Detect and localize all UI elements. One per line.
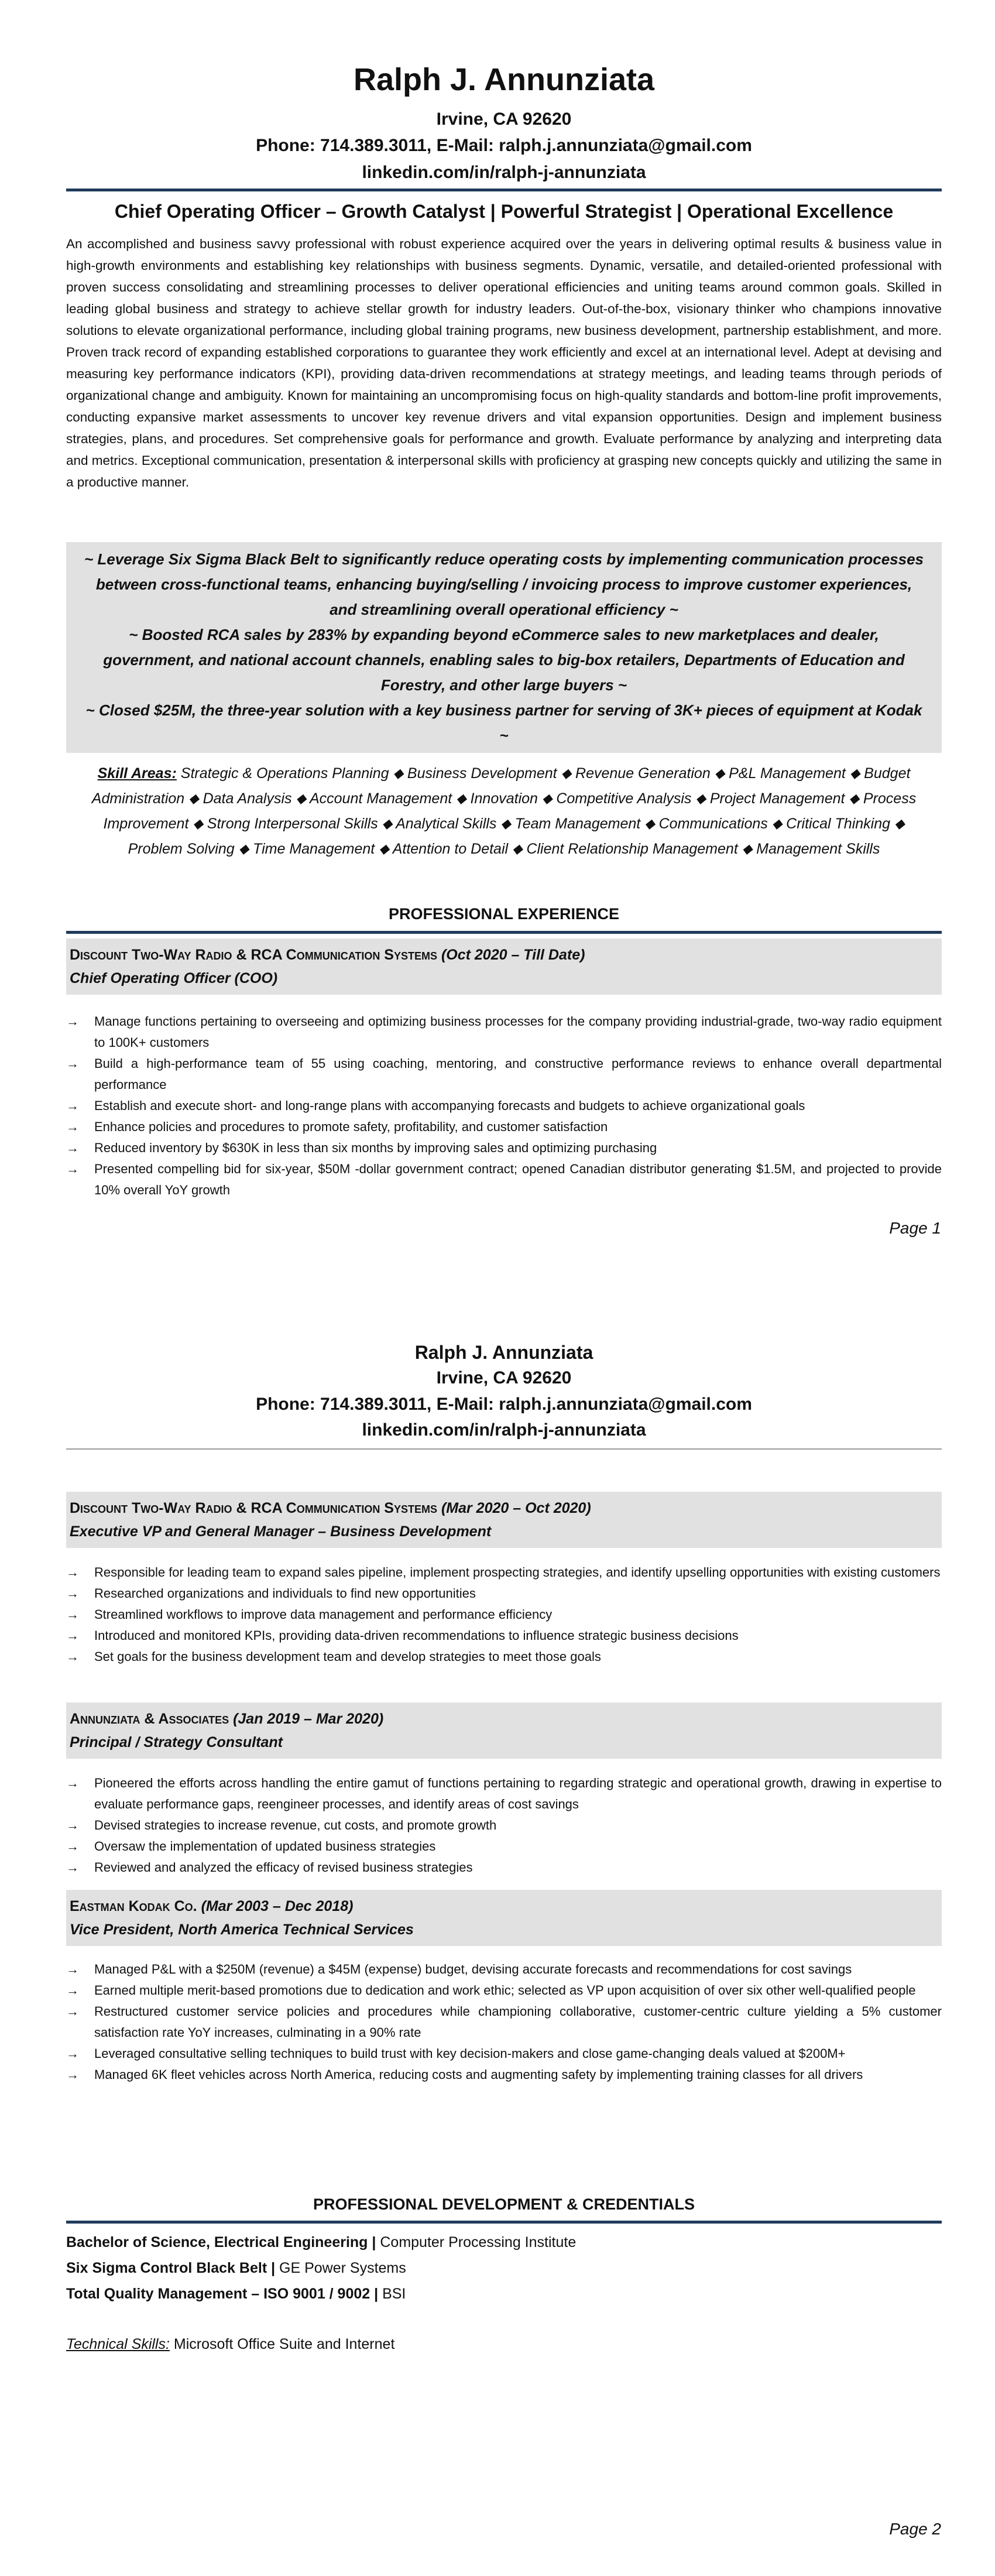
candidate-name: Ralph J. Annunziata	[353, 62, 655, 97]
bullet-item: → Establish and execute short- and long-range plans with accompanying forecasts and budgets to achieve organizational goals	[66, 1095, 942, 1116]
company-name: Eastman Kodak Co.	[70, 1898, 197, 1914]
company-name: Discount Two-Way Radio & RCA Communication Systems	[70, 947, 437, 963]
bullet-item: → Responsible for leading team to expand sales pipeline, implement prospecting strategies, and identify upselling opportunities with existing customers	[66, 1562, 942, 1583]
achievement-item: ~ Boosted RCA sales by 283% by expanding beyond eCommerce sales to new marketplaces and dealer, government, and national account channels, enabling sales to big-box retailers, Departments of Education and Forestry, and other large buyers ~	[103, 626, 905, 694]
arrow-icon: →	[66, 1860, 79, 1875]
arrow-icon: →	[66, 1649, 79, 1664]
header-rule	[66, 189, 942, 191]
summary-paragraph: An accomplished and business savvy professional with robust experience acquired over the years in delivering optimal results & business value in high-growth environments and establishing key relationships with business segments. Dynamic, versatile, and detailed-oriented professional with proven success consolidating and streamlining processes to deliver operational efficiencies and uniting teams around common goals. Skilled in leading global business and strategy to achieve stellar growth for industry leaders. Out-of-the-box, visionary thinker who champions innovative solutions to elevate organizational performance, including global training programs, new business development, partnership establishment, and more. Proven track record of expanding established corporations to guarantee they work efficiently and excel at an international level. Adept at devising and measuring key performance indicators (KPI), providing data-driven recommendations at strategy meetings, and leading teams through periods of organizational change and ambiguity. Known for maintaining an uncompromising focus on high-quality standards and bottom-line profit improvements, conducting expansive market assessments to uncover key revenue drivers and vital expansion opportunities. Design and implement business strategies, plans, and procedures. Set comprehensive goals for performance and growth. Evaluate performance by analyzing and interpreting data and metrics. Exceptional communication, presentation & interpersonal skills with proficiency at grasping new concepts quickly and utilizing the same in a productive manner.	[66, 237, 942, 489]
bullet-item: → Managed 6K fleet vehicles across North America, reducing costs and augmenting safety by implementing training classes for all drivers	[66, 2064, 942, 2085]
job-entry	[66, 1492, 942, 1667]
arrow-icon: →	[66, 1839, 79, 1854]
location-page2: Irvine, CA 92620	[436, 1368, 572, 1388]
arrow-icon: →	[66, 2067, 79, 2082]
header-rule-page2	[66, 1448, 942, 1450]
bullet-item: → Presented compelling bid for six-year, $50M -dollar government contract; opened Canadian distributor generating $1.5M, and projected to provide 10% overall YoY growth	[66, 1159, 942, 1201]
bullet-item: → Managed P&L with a $250M (revenue) a $45M (expense) budget, devising accurate forecasts and recommendations for cost savings	[66, 1959, 942, 1980]
arrow-icon: →	[66, 2004, 79, 2019]
arrow-icon: →	[66, 1162, 79, 1176]
skill-areas-label: Skill Areas:	[97, 765, 177, 782]
section-title-experience: PROFESSIONAL EXPERIENCE	[388, 905, 620, 923]
bullet-item: → Set goals for the business development team and develop strategies to meet those goals	[66, 1646, 942, 1667]
arrow-icon: →	[66, 1056, 79, 1071]
arrow-icon: →	[66, 2046, 79, 2061]
section-title-credentials: PROFESSIONAL DEVELOPMENT & CREDENTIALS	[313, 2195, 695, 2213]
technical-skills-label: Technical Skills:	[66, 2336, 170, 2352]
bullet-item: → Streamlined workflows to improve data management and performance efficiency	[66, 1604, 942, 1625]
bullet-item: → Reduced inventory by $630K in less than six months by improving sales and optimizing purchasing	[66, 1138, 942, 1159]
company-name: Discount Two-Way Radio & RCA Communication Systems	[70, 1500, 437, 1516]
bullet-item: → Build a high-performance team of 55 using coaching, mentoring, and constructive performance reviews to enhance overall departmental performance	[66, 1053, 942, 1095]
arrow-icon: →	[66, 1962, 79, 1976]
skill-areas-list: Strategic & Operations Planning ⬥ Business Development ⬥ Revenue Generation ⬥ P&L Management ⬥ Budget Administration ⬥ Data Analysis ⬥ Account Management ⬥ Innovation ⬥ Competitive Analysis ⬥ Project Management ⬥ Process Improvement ⬥ Strong Interpersonal Skills ⬥ Analytical Skills ⬥ Team Management ⬥ Communications ⬥ Critical Thinking ⬥ Problem Solving ⬥ Time Management ⬥ Attention to Detail ⬥ Client Relationship Management ⬥ Management Skills	[91, 765, 917, 857]
bullet-item: → Pioneered the efforts across handling the entire gamut of functions pertaining to regarding strategic and operational growth, drawing in expertise to evaluate performance gaps, reengineer processes, and identify areas of cost savings	[66, 1773, 942, 1815]
bullet-item: → Researched organizations and individuals to find new opportunities	[66, 1583, 942, 1604]
candidate-name-page2: Ralph J. Annunziata	[414, 1342, 593, 1363]
achievements-box	[66, 542, 942, 753]
skill-areas	[66, 761, 942, 862]
bullet-item: → Introduced and monitored KPIs, providing data-driven recommendations to influence strategic business decisions	[66, 1625, 942, 1646]
bullet-item: → Reviewed and analyzed the efficacy of revised business strategies	[66, 1857, 942, 1878]
job-header	[66, 938, 942, 995]
bullet-item: → Leveraged consultative selling techniques to build trust with key decision-makers and close game-changing deals valued at $200M+	[66, 2043, 942, 2064]
job-header	[66, 1492, 942, 1548]
credentials-list	[66, 2229, 942, 2307]
job-entry	[66, 938, 942, 1201]
bullet-item: → Earned multiple merit-based promotions due to dedication and work ethic; selected as VP upon acquisition of over six other well-qualified people	[66, 1980, 942, 2001]
page-number: Page 1	[889, 1219, 941, 1237]
location: Irvine, CA 92620	[436, 109, 572, 129]
arrow-icon: →	[66, 1140, 79, 1155]
technical-skills	[66, 2331, 942, 2357]
company-name: Annunziata & Associates	[70, 1711, 229, 1727]
arrow-icon: →	[66, 1628, 79, 1643]
bullet-item: → Devised strategies to increase revenue, cut costs, and promote growth	[66, 1815, 942, 1836]
page-number: Page 2	[889, 2520, 941, 2538]
job-role: Principal / Strategy Consultant	[70, 1734, 283, 1751]
job-header	[66, 1890, 942, 1946]
bullet-item: → Restructured customer service policies and procedures while championing collaborative, customer-centric culture yielding a 5% customer satisfaction rate YoY increases, culminating in a 90% rate	[66, 2001, 942, 2043]
bullet-item: → Enhance policies and procedures to promote safety, profitability, and customer satisfaction	[66, 1116, 942, 1138]
bullet-item: → Oversaw the implementation of updated business strategies	[66, 1836, 942, 1857]
contact-line-page2: Phone: 714.389.3011, E-Mail: ralph.j.annunziata@gmail.com	[256, 1395, 752, 1414]
job-bullets	[66, 1959, 942, 2085]
arrow-icon: →	[66, 1983, 79, 1998]
job-dates: (Oct 2020 – Till Date)	[441, 947, 585, 963]
contact-line: Phone: 714.389.3011, E-Mail: ralph.j.annunziata@gmail.com	[256, 136, 752, 155]
job-role: Chief Operating Officer (COO)	[70, 970, 278, 986]
arrow-icon: →	[66, 1607, 79, 1622]
arrow-icon: →	[66, 1776, 79, 1790]
job-header	[66, 1703, 942, 1759]
arrow-icon: →	[66, 1119, 79, 1134]
credential-item: Six Sigma Control Black Belt | GE Power Systems	[66, 2260, 406, 2276]
job-role: Executive VP and General Manager – Business Development	[70, 1523, 492, 1540]
arrow-icon: →	[66, 1586, 79, 1601]
job-entry	[66, 1703, 942, 1878]
bullet-item: → Manage functions pertaining to overseeing and optimizing business processes for the company providing industrial-grade, two-way radio equipment to 100K+ customers	[66, 1011, 942, 1053]
headline: Chief Operating Officer – Growth Catalyst | Powerful Strategist | Operational Excellence	[114, 201, 894, 222]
credential-item: Total Quality Management – ISO 9001 / 9002 | BSI	[66, 2286, 406, 2302]
job-role: Vice President, North America Technical Services	[70, 1921, 414, 1938]
arrow-icon: →	[66, 1565, 79, 1580]
arrow-icon: →	[66, 1818, 79, 1832]
job-dates: (Jan 2019 – Mar 2020)	[233, 1711, 384, 1727]
job-entry	[66, 1890, 942, 2085]
job-bullets	[66, 1562, 942, 1667]
linkedin-link[interactable]: linkedin.com/in/ralph-j-annunziata	[362, 163, 646, 182]
job-dates: (Mar 2003 – Dec 2018)	[201, 1898, 354, 1914]
section-rule	[66, 2221, 942, 2224]
linkedin-link-page2[interactable]: linkedin.com/in/ralph-j-annunziata	[362, 1420, 646, 1440]
job-bullets	[66, 1773, 942, 1878]
arrow-icon: →	[66, 1014, 79, 1029]
technical-skills-value: Microsoft Office Suite and Internet	[169, 2336, 395, 2352]
section-rule	[66, 931, 942, 934]
job-bullets	[66, 1011, 942, 1201]
achievement-item: ~ Closed $25M, the three-year solution with a key business partner for serving of 3K+ pieces of equipment at Kodak ~	[85, 701, 922, 744]
job-dates: (Mar 2020 – Oct 2020)	[441, 1500, 591, 1516]
achievement-item: ~ Leverage Six Sigma Black Belt to significantly reduce operating costs by implementing communication processes between cross-functional teams, enhancing buying/selling / invoicing process to improve customer experiences, and streamlining overall operational efficiency ~	[84, 550, 924, 618]
credential-item: Bachelor of Science, Electrical Engineering | Computer Processing Institute	[66, 2234, 577, 2250]
arrow-icon: →	[66, 1098, 79, 1113]
